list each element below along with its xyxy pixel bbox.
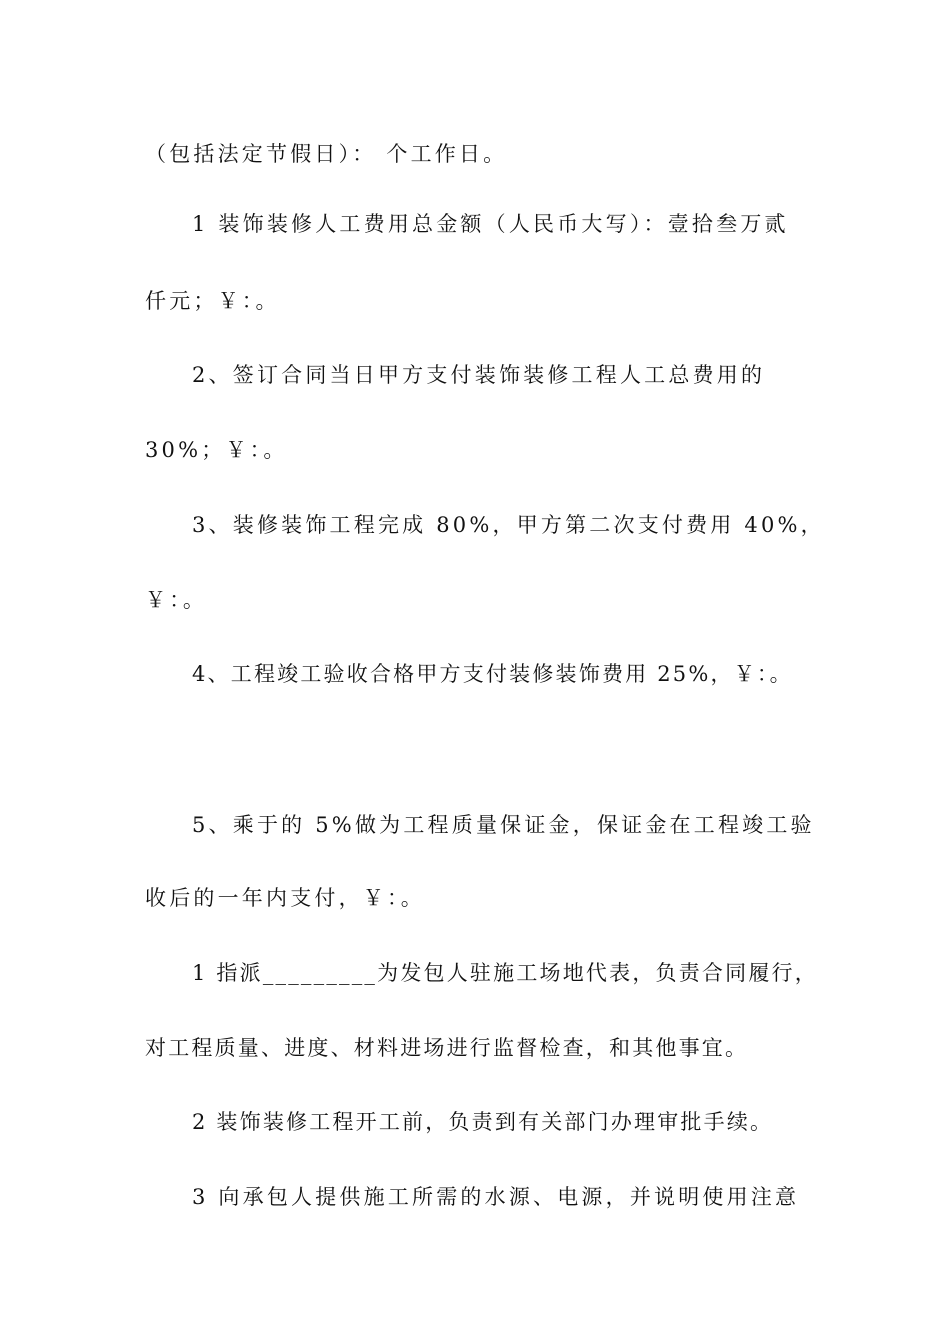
text-line-approval-procedures: 2 装饰装修工程开工前，负责到有关部门办理审批手续。: [192, 1110, 774, 1134]
text-line-quality-deposit: 5、乘于的 5%做为工程质量保证金，保证金在工程竣工验: [192, 813, 815, 837]
text-line-payment-second: 3、装修装饰工程完成 80%，甲方第二次支付费用 40%，: [192, 513, 825, 537]
text-line-payment-signing-cont: 30%；￥：。: [145, 438, 288, 462]
text-line-labor-cost-total-cont: 仟元；￥：。: [145, 289, 280, 313]
text-line-quality-deposit-cont: 收后的一年内支付，￥：。: [145, 886, 425, 910]
text-line-payment-signing: 2、签订合同当日甲方支付装饰装修工程人工总费用的: [192, 363, 766, 387]
text-line-labor-cost-total: 1 装饰装修人工费用总金额（人民币大写）：壹拾叁万贰: [192, 212, 789, 236]
text-line-water-power-supply: 3 向承包人提供施工所需的水源、电源，并说明使用注意: [192, 1185, 800, 1209]
text-line-site-representative: 1 指派_________为发包人驻施工场地代表，负责合同履行，: [192, 961, 818, 985]
text-line-holiday-workdays: （包括法定节假日）： 个工作日。: [145, 142, 508, 166]
text-line-payment-completion: 4、工程竣工验收合格甲方支付装修装饰费用 25%，￥：。: [192, 662, 793, 686]
text-line-site-representative-cont: 对工程质量、进度、材料进场进行监督检查，和其他事宜。: [145, 1036, 749, 1060]
text-line-payment-second-cont: ￥：。: [145, 588, 208, 612]
